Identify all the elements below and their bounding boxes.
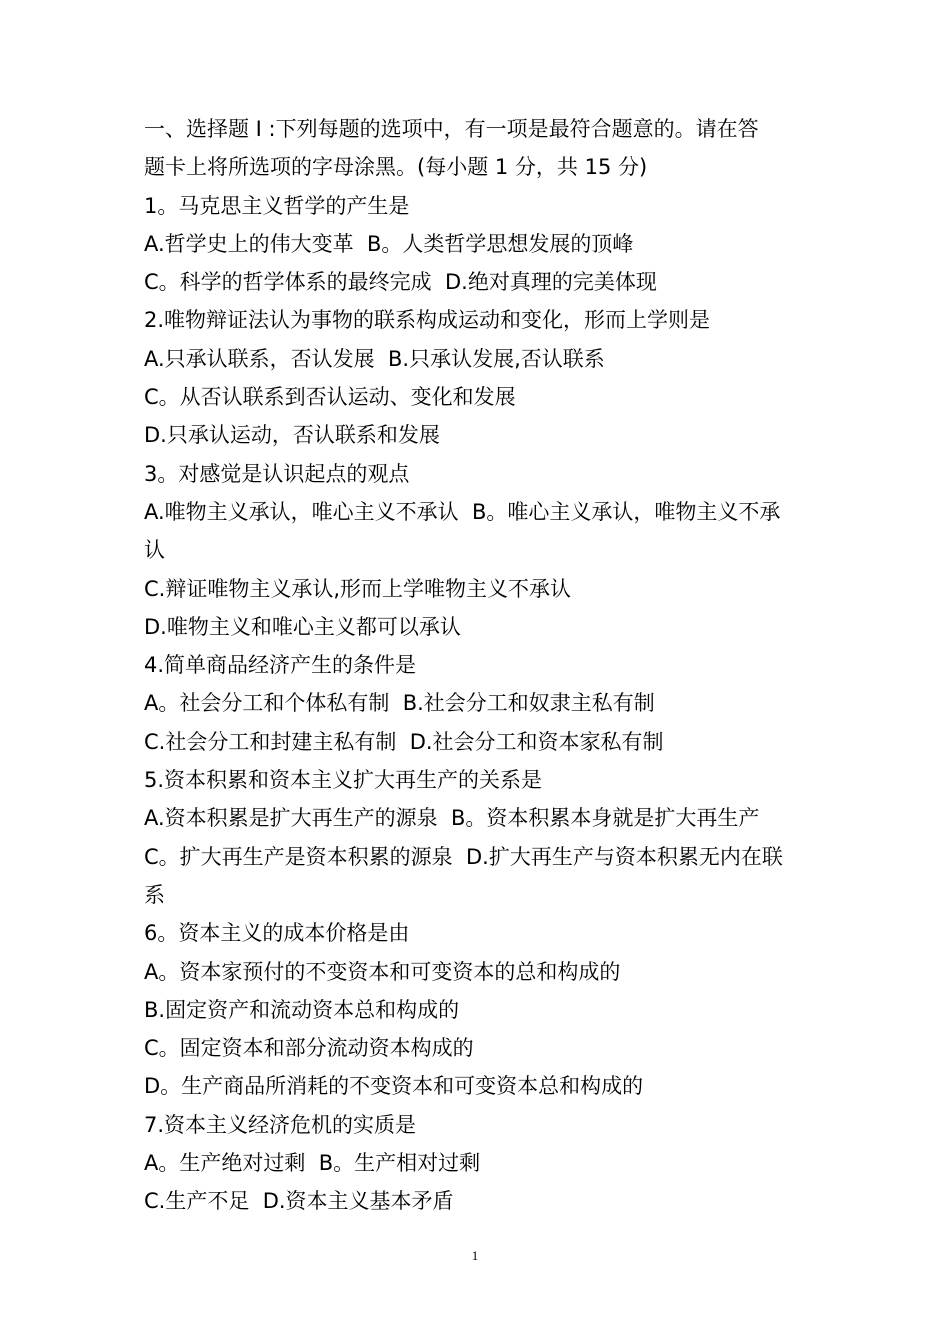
question-3-options-ab: A.唯物主义承认，唯心主义不承认 B。唯心主义承认，唯物主义不承 xyxy=(144,499,781,524)
page-number: 1 xyxy=(471,1248,479,1263)
question-6-option-c: C。固定资本和部分流动资本构成的 xyxy=(144,1036,474,1061)
question-4-options-ab: A。社会分工和个体私有制 B.社会分工和奴隶主私有制 xyxy=(144,691,655,716)
document-body xyxy=(144,110,814,1221)
question-2-stem: 2.唯物辩证法认为事物的联系构成运动和变化，形而上学则是 xyxy=(144,308,711,333)
question-2-option-c: C。从否认联系到否认运动、变化和发展 xyxy=(144,385,516,410)
question-3-option-d: D.唯物主义和唯心主义都可以承认 xyxy=(144,614,461,639)
question-1-options-cd: C。科学的哲学体系的最终完成 D.绝对真理的完美体现 xyxy=(144,270,657,295)
question-1-options-ab: A.哲学史上的伟大变革 B。人类哲学思想发展的顶峰 xyxy=(144,231,634,256)
question-7-options-ab: A。生产绝对过剩 B。生产相对过剩 xyxy=(144,1151,481,1176)
question-6-option-a: A。资本家预付的不变资本和可变资本的总和构成的 xyxy=(144,959,621,984)
section-heading-line-1: 一、选择题 I :下列每题的选项中，有一项是最符合题意的。请在答 xyxy=(144,117,759,141)
question-7-stem: 7.资本主义经济危机的实质是 xyxy=(144,1112,417,1137)
question-6-option-d: D。生产商品所消耗的不变资本和可变资本总和构成的 xyxy=(144,1074,644,1099)
question-3-options-ab-continued: 认 xyxy=(144,538,165,563)
question-7-options-cd: C.生产不足 D.资本主义基本矛盾 xyxy=(144,1189,454,1214)
question-4-options-cd: C.社会分工和封建主私有制 D.社会分工和资本家私有制 xyxy=(144,729,664,754)
section-heading-line-2: 题卡上将所选项的字母涂黑。(每小题 1 分，共 15 分) xyxy=(144,155,648,180)
question-4-stem: 4.简单商品经济产生的条件是 xyxy=(144,653,417,678)
question-3-option-c: C.辩证唯物主义承认,形而上学唯物主义不承认 xyxy=(144,576,572,601)
question-5-stem: 5.资本积累和资本主义扩大再生产的关系是 xyxy=(144,768,543,793)
question-5-options-ab: A.资本积累是扩大再生产的源泉 B。资本积累本身就是扩大再生产 xyxy=(144,806,760,831)
question-2-options-ab: A.只承认联系，否认发展 B.只承认发展,否认联系 xyxy=(144,346,605,371)
question-3-stem: 3。对感觉是认识起点的观点 xyxy=(144,461,410,486)
question-5-options-cd: C。扩大再生产是资本积累的源泉 D.扩大再生产与资本积累无内在联 xyxy=(144,844,783,869)
question-6-option-b: B.固定资产和流动资本总和构成的 xyxy=(144,997,460,1022)
question-2-option-d: D.只承认运动，否认联系和发展 xyxy=(144,423,440,448)
question-1-stem: 1。马克思主义哲学的产生是 xyxy=(144,193,410,218)
question-6-stem: 6。资本主义的成本价格是由 xyxy=(144,921,410,946)
question-5-options-cd-continued: 系 xyxy=(144,882,165,907)
